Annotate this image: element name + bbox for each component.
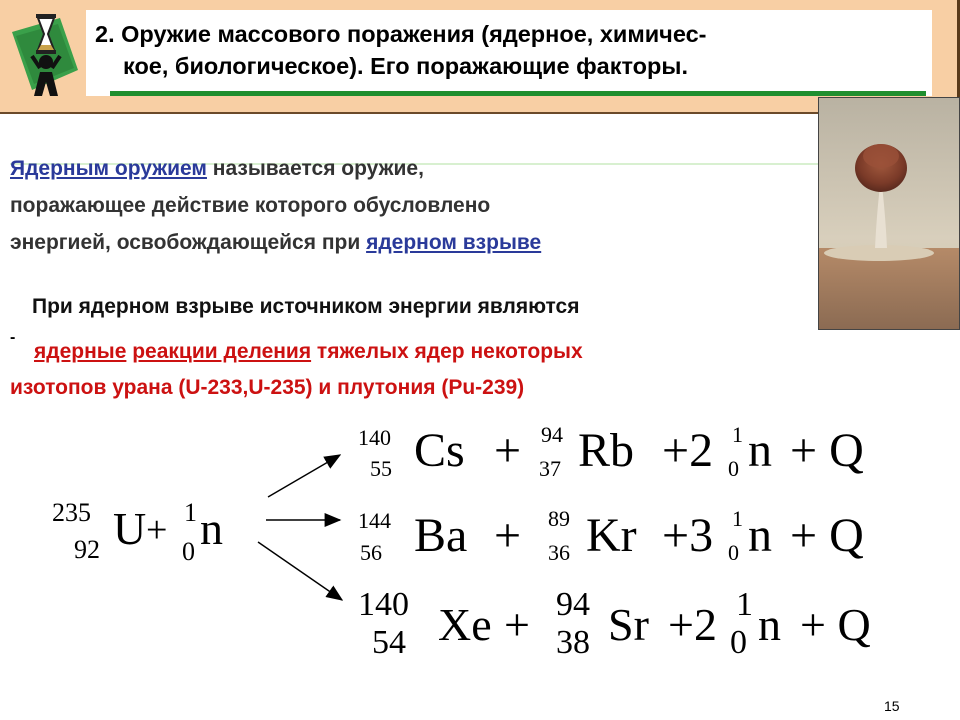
n-symbol: n <box>200 503 223 554</box>
row2-a-symbol: Ba <box>414 509 468 562</box>
n-mass-number: 1 <box>184 498 197 527</box>
row3-a-symbol: Xe <box>438 599 492 650</box>
row3-tail: + Q <box>800 599 871 650</box>
reactions-word-nuclear: ядерные <box>34 340 127 363</box>
row1-a-mass: 140 <box>358 425 391 450</box>
row3-b-number: 38 <box>556 624 590 661</box>
row3-a-mass: 140 <box>358 586 409 623</box>
row2-a-number: 56 <box>360 540 382 565</box>
u-atomic-number: 92 <box>74 535 100 564</box>
row3-n-number: 0 <box>730 624 747 661</box>
row2-plus-1: + <box>494 509 522 562</box>
u-symbol: U <box>113 503 147 554</box>
row1-b-number: 37 <box>539 456 561 481</box>
row1-plus-2: +2 <box>662 424 714 477</box>
title-line-1: 2. Оружие массового поражения (ядерное, химичес- <box>95 21 707 47</box>
row3-a-number: 54 <box>372 624 406 661</box>
row3-n-symbol: n <box>758 599 781 650</box>
page-number: 15 <box>884 698 900 714</box>
row3-b-mass: 94 <box>556 586 590 623</box>
row2-b-mass: 89 <box>548 506 570 531</box>
energy-source-text: При ядерном взрыве источником энергии являются <box>32 295 580 318</box>
definition-line-2: поражающее действие которого обусловлено <box>10 194 491 217</box>
row2-n-number: 0 <box>728 540 739 565</box>
term-nuclear-weapon: Ядерным оружием <box>10 157 207 180</box>
row2-a-mass: 144 <box>358 508 391 533</box>
reactions-line-2: изотопов урана (U-233,U-235) и плутония (Pu-239) <box>10 376 525 399</box>
row1-b-mass: 94 <box>541 422 563 447</box>
term-nuclear-explosion: ядерном взрыве <box>366 231 542 254</box>
row2-b-symbol: Kr <box>586 509 637 562</box>
row2-plus-2: +3 <box>662 509 714 562</box>
definition-line-3-start: энергией, освобождающейся при <box>10 231 367 254</box>
u-mass-number: 235 <box>52 498 91 527</box>
row2-tail: + Q <box>790 509 864 562</box>
row1-a-number: 55 <box>370 456 392 481</box>
row1-n-symbol: n <box>748 424 772 477</box>
definition-line-1-rest: называется оружие, <box>206 157 424 180</box>
row1-n-mass: 1 <box>732 422 743 447</box>
row1-n-number: 0 <box>728 456 739 481</box>
row1-a-symbol: Cs <box>414 424 465 477</box>
row3-b-symbol: Sr <box>608 599 649 650</box>
row2-b-number: 36 <box>548 540 570 565</box>
reactant-plus: + <box>146 509 168 551</box>
row3-n-mass: 1 <box>736 586 753 623</box>
reactions-word-fission: реакции деления <box>132 340 312 363</box>
row1-b-symbol: Rb <box>578 424 635 477</box>
reactions-rest: тяжелых ядер некоторых <box>311 340 583 363</box>
n-atomic-number: 0 <box>182 537 195 566</box>
bullet-dash: - <box>10 329 16 346</box>
row3-plus-2: +2 <box>668 599 717 650</box>
row1-plus-1: + <box>494 424 522 477</box>
row1-tail: + Q <box>790 424 864 477</box>
title-line-2: кое, биологическое). Его поражающие факторы. <box>123 53 688 79</box>
arrow-to-row-1 <box>268 455 340 497</box>
row2-n-symbol: n <box>748 509 772 562</box>
row3-plus-1: + <box>504 599 530 650</box>
arrow-to-row-3 <box>258 542 342 600</box>
row2-n-mass: 1 <box>732 506 743 531</box>
